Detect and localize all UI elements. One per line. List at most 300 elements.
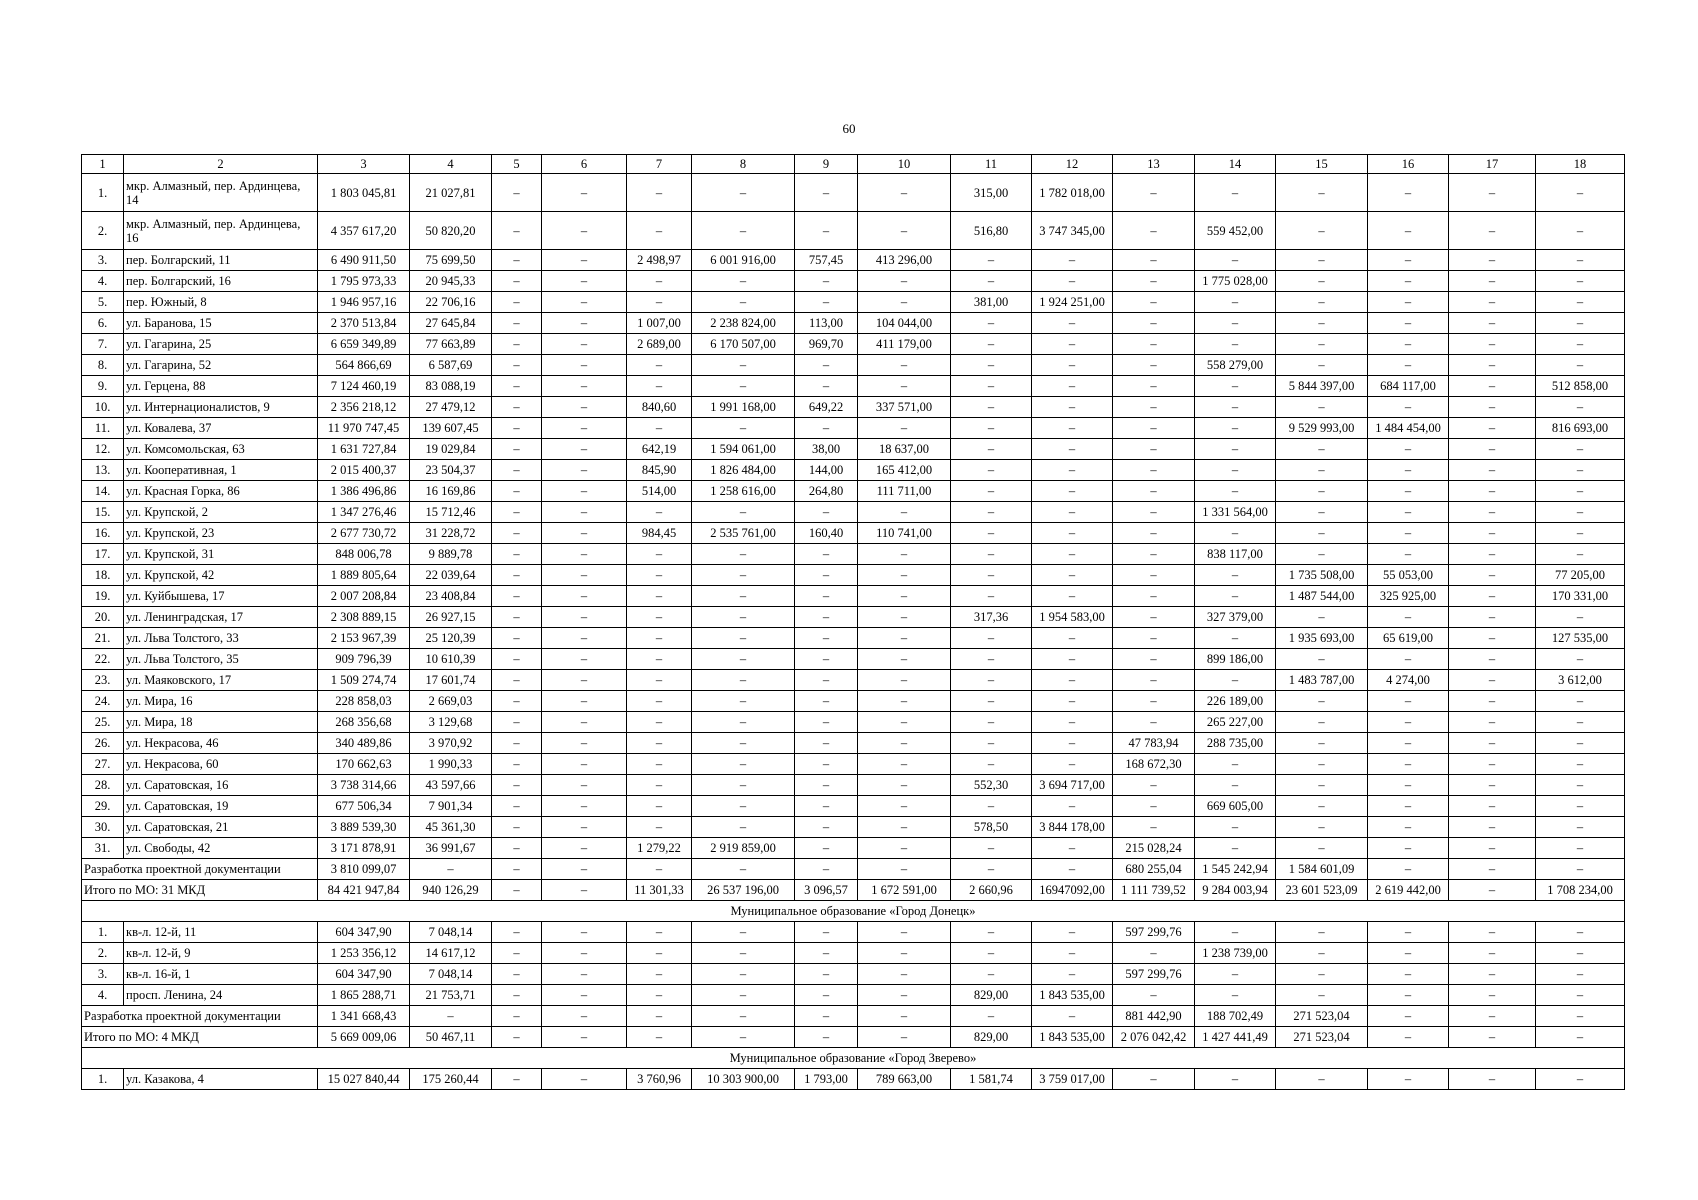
table-cell: 1 427 441,49 [1195,1027,1276,1048]
address-cell: ул. Ленинградская, 17 [124,607,318,628]
table-cell: 838 117,00 [1195,544,1276,565]
table-cell: – [1113,439,1195,460]
table-row [82,649,1625,670]
table-cell: – [1032,922,1113,943]
table-cell: – [627,355,692,376]
row-number: 4. [82,985,124,1006]
table-cell: – [1449,691,1536,712]
table-cell: – [627,628,692,649]
table-cell: – [1195,628,1276,649]
table-cell: – [1536,292,1625,313]
table-cell: 1 347 276,46 [318,502,410,523]
table-cell: 175 260,44 [410,1069,492,1090]
table-cell: – [1113,607,1195,628]
table-cell: 2 356 218,12 [318,397,410,418]
table-cell: 6 587,69 [410,355,492,376]
table-cell: – [1449,544,1536,565]
table-cell: 271 523,04 [1276,1006,1368,1027]
column-number-cell: 6 [542,155,627,174]
table-cell: – [692,418,795,439]
table-row [82,586,1625,607]
table-cell: 111 711,00 [858,481,951,502]
table-cell: – [795,775,858,796]
table-cell: – [1113,1069,1195,1090]
table-cell: – [795,271,858,292]
table-cell: – [692,174,795,212]
table-cell: – [1449,943,1536,964]
address-cell: ул. Крупской, 2 [124,502,318,523]
table-cell: – [627,691,692,712]
table-cell: 1 889 805,64 [318,565,410,586]
table-cell: – [1276,334,1368,355]
table-cell: 558 279,00 [1195,355,1276,376]
table-cell: 265 227,00 [1195,712,1276,733]
table-cell: 2 007 208,84 [318,586,410,607]
table-cell: 680 255,04 [1113,859,1195,880]
table-cell: – [858,565,951,586]
row-number: 27. [82,754,124,775]
row-number: 25. [82,712,124,733]
table-cell: 22 706,16 [410,292,492,313]
table-cell: – [627,817,692,838]
table-cell: – [1368,607,1449,628]
table-cell: – [1113,460,1195,481]
table-cell: 21 753,71 [410,985,492,1006]
table-cell: 909 796,39 [318,649,410,670]
table-cell: – [951,964,1032,985]
table-cell: 564 866,69 [318,355,410,376]
table-cell: – [627,544,692,565]
table-cell: – [1113,796,1195,817]
table-cell: – [1449,355,1536,376]
table-cell: – [795,565,858,586]
row-number: 18. [82,565,124,586]
table-cell: 4 274,00 [1368,670,1449,691]
table-cell: – [542,523,627,544]
table-cell: – [692,607,795,628]
row-number: 1. [82,174,124,212]
table-cell: – [1449,292,1536,313]
table-cell: – [858,943,951,964]
table-cell: – [492,334,542,355]
table-cell: – [542,355,627,376]
table-cell: – [1368,691,1449,712]
table-cell: – [542,859,627,880]
table-cell: – [1536,922,1625,943]
table-row [82,250,1625,271]
table-cell: – [627,376,692,397]
table-cell: – [1276,964,1368,985]
table-cell: – [1536,1069,1625,1090]
table-cell: – [1195,250,1276,271]
table-cell: 170 331,00 [1536,586,1625,607]
table-cell: – [1032,628,1113,649]
row-number: 1. [82,922,124,943]
table-row [82,544,1625,565]
table-cell: – [1032,460,1113,481]
table-cell: 22 039,64 [410,565,492,586]
column-number-cell: 8 [692,155,795,174]
table-cell: 45 361,30 [410,817,492,838]
table-cell: 75 699,50 [410,250,492,271]
address-cell: ул. Некрасова, 46 [124,733,318,754]
table-cell: – [858,376,951,397]
table-cell: – [542,502,627,523]
table-cell: 1 826 484,00 [692,460,795,481]
table-cell: – [1368,943,1449,964]
table-cell: – [627,174,692,212]
table-cell: – [692,292,795,313]
table-cell: – [1449,733,1536,754]
table-cell: 9 889,78 [410,544,492,565]
table-cell: 1 991 168,00 [692,397,795,418]
table-cell: – [627,649,692,670]
table-cell: – [542,754,627,775]
table-cell: 2 498,97 [627,250,692,271]
table-cell: – [858,796,951,817]
table-cell: – [627,418,692,439]
table-cell: – [692,649,795,670]
table-cell: 188 702,49 [1195,1006,1276,1027]
table-cell: – [1368,292,1449,313]
table-cell: – [1195,964,1276,985]
table-cell: 84 421 947,84 [318,880,410,901]
table-cell: – [1449,523,1536,544]
table-cell: – [795,670,858,691]
table-cell: – [1276,838,1368,859]
table-cell: – [542,376,627,397]
address-cell: ул. Гагарина, 52 [124,355,318,376]
table-cell: – [951,943,1032,964]
table-cell: – [1032,250,1113,271]
row-number: 4. [82,271,124,292]
table-cell: – [1195,174,1276,212]
table-cell: – [627,964,692,985]
table-cell: – [492,817,542,838]
table-cell: – [1276,796,1368,817]
table-cell: – [951,271,1032,292]
summary-label: Разработка проектной документации [82,859,318,880]
table-cell: – [858,859,951,880]
table-cell: – [951,838,1032,859]
table-cell: 20 945,33 [410,271,492,292]
table-cell: – [692,733,795,754]
table-cell: – [795,212,858,250]
table-cell: – [1195,586,1276,607]
table-cell: – [1368,355,1449,376]
table-cell: – [492,376,542,397]
table-cell: – [1113,670,1195,691]
table-cell: – [492,523,542,544]
table-cell: – [951,796,1032,817]
table-cell: – [1536,859,1625,880]
table-cell: 2 677 730,72 [318,523,410,544]
table-cell: – [492,607,542,628]
table-cell: – [1536,397,1625,418]
table-cell: 104 044,00 [858,313,951,334]
table-cell: – [492,418,542,439]
table-cell: 340 489,86 [318,733,410,754]
table-cell: 3 612,00 [1536,670,1625,691]
table-cell: 2 076 042,42 [1113,1027,1195,1048]
table-cell: – [627,733,692,754]
table-row [82,838,1625,859]
table-cell: 1 509 274,74 [318,670,410,691]
table-cell: 10 610,39 [410,649,492,670]
table-cell: – [951,565,1032,586]
table-cell: 1 386 496,86 [318,481,410,502]
table-cell: – [795,754,858,775]
column-number-cell: 14 [1195,155,1276,174]
table-cell: – [492,292,542,313]
column-number-cell: 12 [1032,155,1113,174]
table-cell: 3 970,92 [410,733,492,754]
table-cell: – [1113,292,1195,313]
address-cell: ул. Крупской, 42 [124,565,318,586]
table-cell: 27 479,12 [410,397,492,418]
table-cell: – [951,250,1032,271]
table-cell: – [627,1006,692,1027]
table-cell: – [858,586,951,607]
table-cell: – [1276,775,1368,796]
table-row [82,712,1625,733]
table-cell: 2 669,03 [410,691,492,712]
table-cell: – [1536,964,1625,985]
table-cell: – [1276,649,1368,670]
table-cell: – [1368,775,1449,796]
table-cell: – [1032,838,1113,859]
table-cell: – [542,838,627,859]
table-cell: – [627,1027,692,1048]
table-row [82,418,1625,439]
table-cell: 9 529 993,00 [1276,418,1368,439]
summary-label: Разработка проектной документации [82,1006,318,1027]
table-cell: 16947092,00 [1032,880,1113,901]
table-cell: – [1195,376,1276,397]
table-cell: 2 535 761,00 [692,523,795,544]
summary-row [82,1027,1625,1048]
table-cell: 31 228,72 [410,523,492,544]
table-cell: 1 545 242,94 [1195,859,1276,880]
table-cell: – [795,586,858,607]
table-cell: – [1449,439,1536,460]
table-cell: – [692,565,795,586]
table-cell: 268 356,68 [318,712,410,733]
table-cell: – [795,376,858,397]
table-cell: 3 747 345,00 [1032,212,1113,250]
table-cell: – [1449,859,1536,880]
table-cell: – [542,439,627,460]
section-heading: Муниципальное образование «Город Зверево» [82,1048,1625,1069]
row-number: 9. [82,376,124,397]
table-cell: 26 927,15 [410,607,492,628]
table-row [82,1069,1625,1090]
address-cell: ул. Кооперативная, 1 [124,460,318,481]
table-row [82,460,1625,481]
column-number-cell: 11 [951,155,1032,174]
table-cell: 77 205,00 [1536,565,1625,586]
table-cell: – [1368,1027,1449,1048]
table-cell: – [1032,271,1113,292]
summary-row [82,859,1625,880]
address-cell: ул. Куйбышева, 17 [124,586,318,607]
table-cell: – [627,292,692,313]
table-cell: – [858,355,951,376]
table-cell: – [1032,502,1113,523]
table-cell: – [1368,212,1449,250]
table-cell: – [542,985,627,1006]
table-cell: 3 096,57 [795,880,858,901]
row-number: 30. [82,817,124,838]
table-cell: – [1536,649,1625,670]
row-number: 23. [82,670,124,691]
table-cell: 1 631 727,84 [318,439,410,460]
table-cell: – [1449,460,1536,481]
table-cell: 1 581,74 [951,1069,1032,1090]
table-cell: – [1536,817,1625,838]
table-row [82,565,1625,586]
table-cell: – [1449,565,1536,586]
row-number: 16. [82,523,124,544]
table-cell: – [1195,292,1276,313]
table-cell: – [692,376,795,397]
table-cell: – [1113,691,1195,712]
table-cell: 1 865 288,71 [318,985,410,1006]
table-cell: 23 504,37 [410,460,492,481]
table-cell: – [542,586,627,607]
table-cell: 144,00 [795,460,858,481]
table-row [82,754,1625,775]
table-cell: – [492,502,542,523]
table-row [82,174,1625,212]
table-cell: – [1195,922,1276,943]
table-cell: – [1276,502,1368,523]
summary-label: Итого по МО: 4 МКД [82,1027,318,1048]
table-cell: 3 889 539,30 [318,817,410,838]
table-cell: 604 347,90 [318,964,410,985]
row-number: 3. [82,964,124,985]
summary-row [82,1006,1625,1027]
table-cell: – [951,691,1032,712]
table-cell: 516,80 [951,212,1032,250]
table-cell: – [858,174,951,212]
table-cell: – [492,733,542,754]
table-cell: – [1536,691,1625,712]
table-cell: – [692,670,795,691]
column-number-cell: 1 [82,155,124,174]
table-cell: – [795,355,858,376]
table-cell: – [795,174,858,212]
table-row [82,212,1625,250]
table-cell: – [1276,523,1368,544]
table-cell: – [1449,174,1536,212]
address-cell: мкр. Алмазный, пер. Ардинцева, 14 [124,174,318,212]
table-cell: – [1113,250,1195,271]
table-cell: – [951,376,1032,397]
table-cell: – [1195,418,1276,439]
table-cell: – [795,712,858,733]
row-number: 6. [82,313,124,334]
table-cell: – [1276,712,1368,733]
address-cell: ул. Мира, 16 [124,691,318,712]
column-number-cell: 13 [1113,155,1195,174]
table-cell: 649,22 [795,397,858,418]
table-cell: 1 258 616,00 [692,481,795,502]
table-row [82,481,1625,502]
table-cell: – [627,922,692,943]
table-cell: – [492,174,542,212]
table-cell: – [795,607,858,628]
table-cell: – [795,733,858,754]
table-cell: – [542,670,627,691]
table-cell: – [1113,313,1195,334]
table-cell: – [858,817,951,838]
column-number-cell: 10 [858,155,951,174]
table-cell: – [951,355,1032,376]
table-cell: – [542,1006,627,1027]
table-cell: 65 619,00 [1368,628,1449,649]
table-cell: 1 708 234,00 [1536,880,1625,901]
table-cell: – [1195,397,1276,418]
table-cell: – [795,943,858,964]
table-cell: 1 672 591,00 [858,880,951,901]
table-cell: – [858,212,951,250]
row-number: 19. [82,586,124,607]
address-cell: ул. Саратовская, 21 [124,817,318,838]
table-cell: – [492,250,542,271]
table-cell: 514,00 [627,481,692,502]
address-cell: ул. Крупской, 31 [124,544,318,565]
table-cell: – [1113,418,1195,439]
table-row [82,397,1625,418]
table-cell: – [1449,754,1536,775]
table-cell: 21 027,81 [410,174,492,212]
table-cell: 597 299,76 [1113,964,1195,985]
row-number: 14. [82,481,124,502]
table-cell: 1 782 018,00 [1032,174,1113,212]
table-cell: 1 946 957,16 [318,292,410,313]
table-cell: – [542,796,627,817]
table-cell: – [492,460,542,481]
table-cell: – [1113,985,1195,1006]
table-cell: – [1449,670,1536,691]
table-row [82,733,1625,754]
table-cell: – [1276,1069,1368,1090]
address-cell: ул. Гагарина, 25 [124,334,318,355]
table-cell: – [1449,607,1536,628]
table-cell: – [1449,418,1536,439]
table-cell: – [1276,355,1368,376]
table-cell: 1 341 668,43 [318,1006,410,1027]
table-cell: – [692,691,795,712]
table-cell: – [1368,922,1449,943]
address-cell: ул. Герцена, 88 [124,376,318,397]
table-cell: – [627,212,692,250]
table-cell: – [1368,502,1449,523]
table-cell: – [1276,397,1368,418]
row-number: 15. [82,502,124,523]
row-number: 22. [82,649,124,670]
table-row [82,670,1625,691]
table-cell: 215 028,24 [1113,838,1195,859]
table-cell: – [627,502,692,523]
table-cell: 3 738 314,66 [318,775,410,796]
table-cell: 1 238 739,00 [1195,943,1276,964]
address-cell: мкр. Алмазный, пер. Ардинцева, 16 [124,212,318,250]
table-cell: – [542,607,627,628]
table-cell: – [492,754,542,775]
table-cell: – [542,691,627,712]
